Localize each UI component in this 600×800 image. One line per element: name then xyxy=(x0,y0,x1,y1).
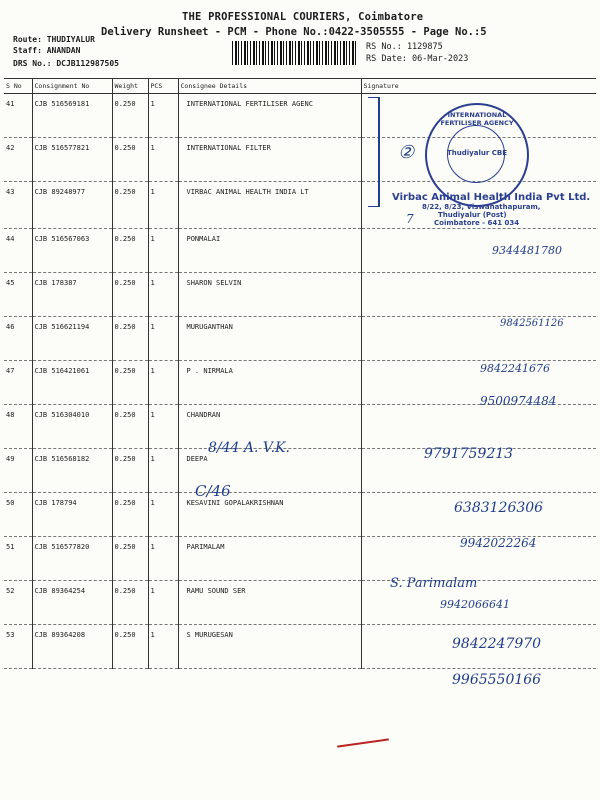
cell-signature xyxy=(361,273,596,317)
handwriting: 9791759213 xyxy=(424,446,514,462)
cell-weight: 0.250 xyxy=(112,493,148,537)
cell-consignee: MURUGANTHAN xyxy=(178,317,361,361)
cell-weight: 0.250 xyxy=(112,138,148,182)
cell-consignment: CJB 516568182 xyxy=(32,449,112,493)
col-sno: S No xyxy=(4,79,32,94)
stamp-address-3: Coimbatore - 641 034 xyxy=(434,219,520,227)
rs-number: RS No.: 1129875 xyxy=(366,42,443,52)
staff-label: Staff: ANANDAN xyxy=(13,46,81,55)
cell-sno: 44 xyxy=(4,229,32,273)
cell-consignment: CJB 178387 xyxy=(32,273,112,317)
handwriting: 9344481780 xyxy=(492,244,562,257)
handwriting: 6383126306 xyxy=(454,500,544,516)
report-title: THE PROFESSIONAL COURIERS, Coimbatore xyxy=(182,11,424,23)
col-consignment: Consignment No xyxy=(32,79,112,94)
cell-sno: 43 xyxy=(4,182,32,229)
cell-consignment: CJB 516621194 xyxy=(32,317,112,361)
cell-consignment: CJB 89248977 xyxy=(32,182,112,229)
handwriting: 7 xyxy=(406,212,414,226)
cell-sno: 46 xyxy=(4,317,32,361)
drs-number: DRS No.: DCJB112987505 xyxy=(13,59,119,68)
handwriting: 9942022264 xyxy=(460,536,537,550)
cell-consignment: CJB 178794 xyxy=(32,493,112,537)
handwriting: S. Parimalam xyxy=(390,576,478,591)
handwriting: 9965550166 xyxy=(452,672,542,688)
cell-consignee: S MURUGESAN xyxy=(178,625,361,669)
barcode-image xyxy=(232,41,356,65)
cell-signature xyxy=(361,361,596,405)
cell-sno: 53 xyxy=(4,625,32,669)
cell-sno: 47 xyxy=(4,361,32,405)
cell-consignee: VIRBAC ANIMAL HEALTH INDIA LT xyxy=(178,182,361,229)
table-row xyxy=(4,273,596,317)
report-subtitle: Delivery Runsheet - PCM - Phone No.:0422-3505555 - Page No.:5 xyxy=(101,26,487,38)
cell-weight: 0.250 xyxy=(112,182,148,229)
cell-consignment: CJB 516569181 xyxy=(32,94,112,138)
cell-signature xyxy=(361,405,596,449)
cell-consignment: CJB 516567063 xyxy=(32,229,112,273)
cell-pcs: 1 xyxy=(148,138,178,182)
handwriting: 8/44 A. V.K. xyxy=(208,440,290,456)
pen-bracket xyxy=(368,97,380,207)
handwriting: C/46 xyxy=(195,482,231,500)
cell-pcs: 1 xyxy=(148,182,178,229)
cell-weight: 0.250 xyxy=(112,317,148,361)
cell-pcs: 1 xyxy=(148,625,178,669)
cell-consignment: CJB 516304010 xyxy=(32,405,112,449)
cell-pcs: 1 xyxy=(148,273,178,317)
cell-consignee: PARIMALAM xyxy=(178,537,361,581)
cell-pcs: 1 xyxy=(148,537,178,581)
cell-weight: 0.250 xyxy=(112,273,148,317)
cell-weight: 0.250 xyxy=(112,625,148,669)
cell-consignee: INTERNATIONAL FILTER xyxy=(178,138,361,182)
stamp-address-1: 8/22, 8/23, Viswanathapuram, xyxy=(422,203,541,211)
stamp-company-name: Virbac Animal Health India Pvt Ltd. xyxy=(392,192,591,203)
cell-consignment: CJB 516577821 xyxy=(32,138,112,182)
cell-pcs: 1 xyxy=(148,94,178,138)
table-row xyxy=(4,405,596,449)
cell-pcs: 1 xyxy=(148,581,178,625)
route-label: Route: THUDIYALUR xyxy=(13,35,95,44)
stamp-circle-text: INTERNATIONAL FERTILISER AGENCY xyxy=(440,111,514,127)
cell-sno: 49 xyxy=(4,449,32,493)
handwriting: 9842241676 xyxy=(480,362,550,375)
cell-weight: 0.250 xyxy=(112,361,148,405)
table-header-row xyxy=(4,79,596,94)
cell-pcs: 1 xyxy=(148,229,178,273)
cell-consignee: RAMU SOUND SER xyxy=(178,581,361,625)
col-pcs: PCS xyxy=(148,79,178,94)
cell-pcs: 1 xyxy=(148,317,178,361)
stamp-circle-center: Thudiyalur CBE xyxy=(447,149,507,157)
cell-sno: 50 xyxy=(4,493,32,537)
cell-sno: 51 xyxy=(4,537,32,581)
handwriting: 9500974484 xyxy=(480,394,557,408)
cell-sno: 45 xyxy=(4,273,32,317)
cell-sno: 42 xyxy=(4,138,32,182)
cell-pcs: 1 xyxy=(148,493,178,537)
handwriting: ② xyxy=(398,142,415,163)
handwriting: 9942066641 xyxy=(440,598,510,611)
cell-weight: 0.250 xyxy=(112,94,148,138)
cell-consignment: CJB 89364208 xyxy=(32,625,112,669)
cell-pcs: 1 xyxy=(148,405,178,449)
cell-weight: 0.250 xyxy=(112,405,148,449)
handwriting: 9842247970 xyxy=(452,636,542,652)
cell-pcs: 1 xyxy=(148,449,178,493)
cell-consignee: KESAVINI GOPALAKRISHNAN xyxy=(178,493,361,537)
cell-consignment: CJB 516577820 xyxy=(32,537,112,581)
col-consignee: Consignee Details xyxy=(178,79,361,94)
cell-weight: 0.250 xyxy=(112,537,148,581)
cell-pcs: 1 xyxy=(148,361,178,405)
cell-sno: 48 xyxy=(4,405,32,449)
cell-consignee: INTERNATIONAL FERTILISER AGENC xyxy=(178,94,361,138)
col-weight: Weight xyxy=(112,79,148,94)
cell-consignee: DEEPA xyxy=(178,449,361,493)
cell-weight: 0.250 xyxy=(112,229,148,273)
cell-weight: 0.250 xyxy=(112,581,148,625)
cell-sno: 52 xyxy=(4,581,32,625)
stamp-address-2: Thudiyalur (Post) xyxy=(438,211,507,219)
rs-date: RS Date: 06-Mar-2023 xyxy=(366,54,469,64)
cell-consignee: SHARON SELVIN xyxy=(178,273,361,317)
cell-consignee: PONMALAI xyxy=(178,229,361,273)
handwriting: 9842561126 xyxy=(500,318,564,329)
col-signature: Signature xyxy=(361,79,596,94)
cell-consignee: CHANDRAN xyxy=(178,405,361,449)
cell-weight: 0.250 xyxy=(112,449,148,493)
cell-consignment: CJB 89364254 xyxy=(32,581,112,625)
pen-mark xyxy=(337,738,389,747)
cell-consignee: P . NIRMALA xyxy=(178,361,361,405)
company-stamp xyxy=(392,192,590,227)
cell-consignment: CJB 516421061 xyxy=(32,361,112,405)
cell-sno: 41 xyxy=(4,94,32,138)
